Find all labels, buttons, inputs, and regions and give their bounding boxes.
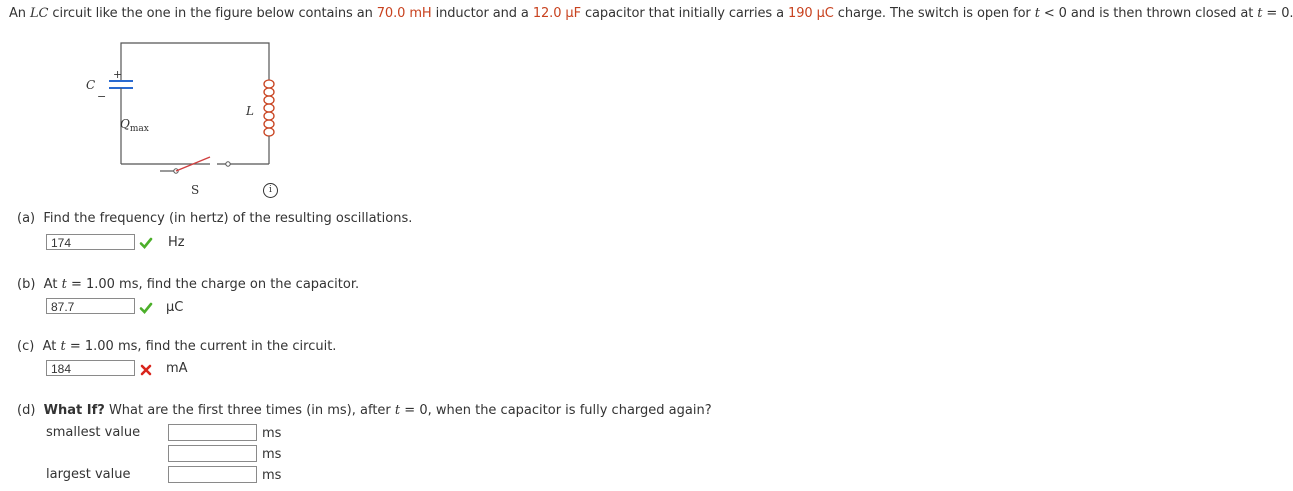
qmax-label: $Q_{max}$ [120, 117, 149, 134]
part-d-answer-input-2[interactable] [168, 445, 257, 462]
part-d-question: (d) What If? What are the first three times (in ms), after t = 0, when the capacitor is fully charged again? [17, 403, 712, 418]
lc-term: LC [29, 6, 49, 21]
part-b-question: (b) At t = 1.00 ms, find the charge on the capacitor. [17, 277, 360, 292]
capacitor-label: C [86, 78, 96, 92]
largest-value-label: largest value [46, 467, 131, 482]
check-icon [139, 301, 153, 315]
inductor-label: L [246, 104, 254, 118]
part-c-unit: mA [166, 361, 188, 376]
inductance-value: 70.0 mH [376, 6, 432, 21]
lc-circuit-figure [80, 30, 310, 200]
part-a-question: (a) Find the frequency (in hertz) of the resulting oscillations. [17, 211, 413, 226]
cross-icon [139, 363, 153, 377]
part-d-answer-input-3[interactable] [168, 466, 257, 483]
part-d-unit-2: ms [262, 447, 282, 462]
smallest-value-label: smallest value [46, 425, 141, 440]
capacitance-value: 12.0 μF [532, 6, 581, 21]
part-a-unit: Hz [168, 235, 185, 250]
switch-label: S [191, 183, 200, 197]
check-icon [139, 236, 153, 250]
problem-statement: An LC circuit like the one in the figure below contains an 70.0 mH inductor and a 12.0 μF capacitor that initially carries a 190 μC charge. The switch is open for t < 0 and is then thrown closed at t = 0. [9, 6, 1293, 21]
minus-sign: − [97, 90, 107, 103]
part-d-unit-3: ms [262, 468, 282, 483]
switch [160, 157, 230, 173]
plus-sign: + [113, 68, 123, 81]
inductor-coil [264, 77, 274, 140]
part-d-unit-1: ms [262, 426, 282, 441]
info-icon[interactable]: i [263, 183, 278, 198]
part-d-answer-input-1[interactable] [168, 424, 257, 441]
part-c-answer-input[interactable]: 184 [46, 360, 135, 376]
part-c-question: (c) At t = 1.00 ms, find the current in the circuit. [17, 339, 337, 354]
charge-value: 190 μC [788, 6, 834, 21]
part-b-unit: μC [166, 300, 184, 315]
part-a-answer-input[interactable]: 174 [46, 234, 135, 250]
part-b-answer-input[interactable]: 87.7 [46, 298, 135, 314]
